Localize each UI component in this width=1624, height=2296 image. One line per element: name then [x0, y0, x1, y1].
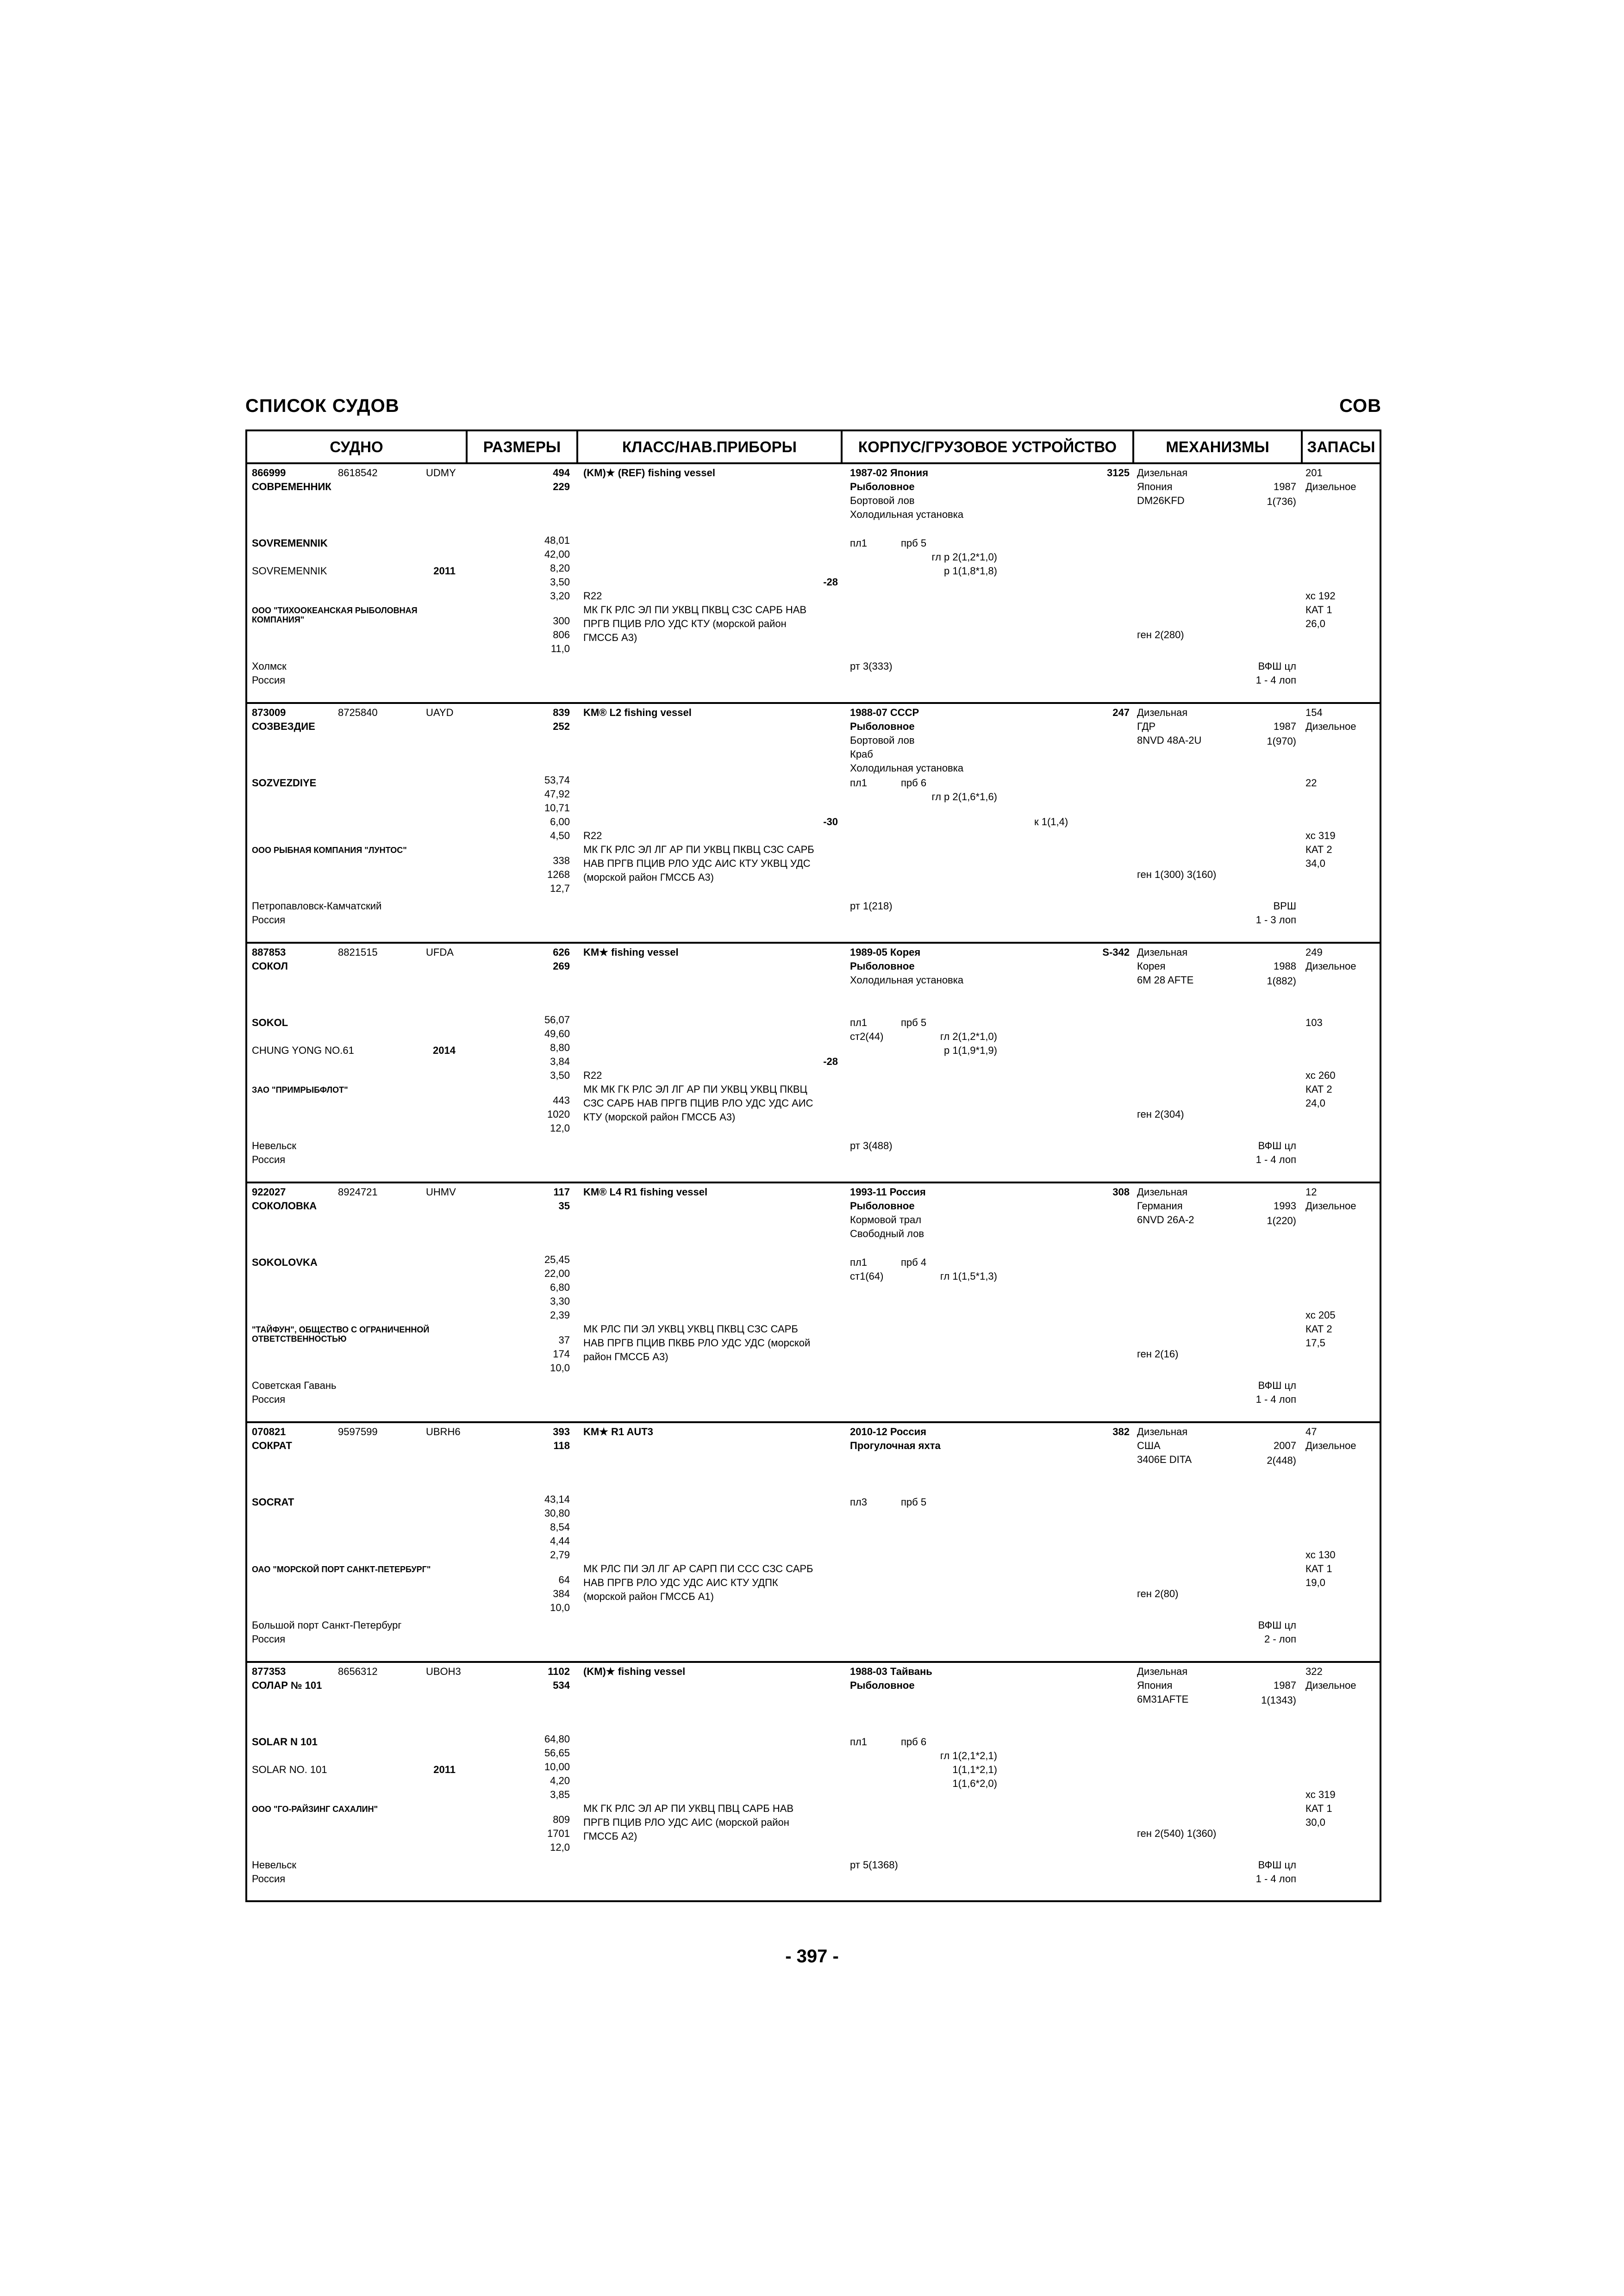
capacity-value: 809 — [553, 1814, 570, 1825]
engine-line: Япония — [1137, 1680, 1173, 1691]
generator-spec: ген 1(300) 3(160) — [1137, 869, 1217, 880]
hatch-spec: прб 5 — [901, 1017, 927, 1028]
engine-power: 1(882) — [1267, 975, 1296, 987]
stock-fuel-type: Дизельное — [1305, 960, 1356, 972]
nav-equipment-line: R22 — [583, 830, 602, 841]
nav-equipment-line: КТУ (морской район ГМССБ А3) — [583, 1111, 736, 1123]
propeller-blades: 1 - 4 лоп — [1255, 674, 1296, 686]
refrigeration-spec: рт 3(488) — [850, 1140, 893, 1151]
engine-year: 1993 — [1274, 1200, 1296, 1212]
engine-line: Германия — [1137, 1200, 1183, 1212]
stock-line: хс 319 — [1305, 830, 1336, 841]
propeller-blades: 2 - лоп — [1264, 1633, 1296, 1645]
capacity-value: 64 — [558, 1574, 570, 1586]
engine-power: 2(448) — [1267, 1455, 1296, 1466]
yard-number: 308 — [1112, 1186, 1130, 1198]
former-name: SOVREMENNIK — [252, 565, 327, 577]
capacity-value: 12,0 — [550, 1122, 570, 1134]
dimension-value: 42,00 — [544, 548, 570, 560]
hatch-dimensions: 1(1,6*2,0) — [952, 1778, 997, 1789]
hatch-dimensions: 1(1,1*2,1) — [952, 1764, 997, 1775]
build-date-place: 2010-12 Россия — [850, 1426, 926, 1437]
hatch-spec: прб 6 — [901, 1736, 927, 1748]
capacity-value: 806 — [553, 629, 570, 641]
stock-line: 30,0 — [1305, 1817, 1325, 1828]
hull-type-line: Краб — [850, 748, 873, 760]
engine-line: 6M 28 AFTE — [1137, 974, 1194, 986]
engine-line: ГДР — [1137, 721, 1156, 732]
call-sign: UFDA — [426, 946, 454, 958]
ship-name-latin: SOVREMENNIK — [252, 537, 328, 549]
hull-type-line: Холодильная установка — [850, 509, 964, 520]
nav-equipment-line: R22 — [583, 1070, 602, 1081]
generator-spec: ген 2(16) — [1137, 1348, 1179, 1360]
dimension-value: 22,00 — [544, 1268, 570, 1279]
yard-number: 3125 — [1107, 467, 1130, 479]
class-notation: KM® L4 R1 fishing vessel — [583, 1186, 708, 1198]
hatch-dimensions: гл 1(2,1*2,1) — [940, 1750, 997, 1761]
stock-line: КАТ 2 — [1305, 844, 1332, 855]
owner: "ТАЙФУН", ОБЩЕСТВО С ОГРАНИЧЕННОЙ ОТВЕТСТВЕННОСТЬЮ — [252, 1325, 430, 1344]
nav-equipment-line: МК ГК РЛС ЭЛ АР ПИ УКВЦ ПВЦ САРБ НАВ — [583, 1803, 794, 1814]
ship-name: СОЛАР № 101 — [252, 1680, 322, 1691]
imo-number: 8725840 — [338, 707, 378, 718]
engine-year: 1988 — [1274, 960, 1296, 972]
dimension-value: 64,80 — [544, 1733, 570, 1745]
class-notation: KM★ fishing vessel — [583, 946, 679, 958]
capacity-value: 1268 — [547, 869, 570, 880]
nav-equipment-line: МК МК ГК РЛС ЭЛ ЛГ АР ПИ УКВЦ УКВЦ ПКВЦ — [583, 1083, 807, 1095]
gross-tonnage: 626 — [553, 946, 570, 958]
ship-name-latin: SOKOL — [252, 1017, 288, 1028]
stock-fuel-type: Дизельное — [1305, 1680, 1356, 1691]
call-sign: UDMY — [426, 467, 456, 479]
engine-year: 1987 — [1274, 721, 1296, 732]
stock-line: 17,5 — [1305, 1337, 1325, 1349]
dimension-value: 49,60 — [544, 1028, 570, 1039]
hatch-spec: прб 5 — [901, 1496, 927, 1508]
stock-line: хс 260 — [1305, 1070, 1336, 1081]
propeller-blades: 1 - 4 лоп — [1255, 1154, 1296, 1165]
hull-type-line: Бортовой лов — [850, 495, 915, 506]
capacity-value: 10,0 — [550, 1602, 570, 1613]
registry-number: 873009 — [252, 707, 286, 718]
stock-fuel-type: Дизельное — [1305, 481, 1356, 492]
stock-fuel-amount: 249 — [1305, 946, 1323, 958]
capacity-value: 384 — [553, 1588, 570, 1599]
nav-equipment-line: ПРГВ ПЦИВ РЛО УДС КТУ (морской район — [583, 618, 787, 629]
capacity-value: 1701 — [547, 1828, 570, 1839]
port-of-registry: Большой порт Санкт-Петербург — [252, 1619, 402, 1631]
engine-line: Дизельная — [1137, 1426, 1188, 1437]
stock-fuel-type: Дизельное — [1305, 1200, 1356, 1212]
dimension-value: 8,20 — [550, 562, 570, 574]
stock-line: КАТ 1 — [1305, 1803, 1332, 1814]
nav-equipment-line: МК ГК РЛС ЭЛ ЛГ АР ПИ УКВЦ ПКВЦ СЗС САРБ — [583, 844, 814, 855]
gross-tonnage: 1102 — [548, 1666, 570, 1677]
page-number: - 397 - — [785, 1946, 839, 1966]
stock-line: КАТ 2 — [1305, 1323, 1332, 1335]
flag-country: Россия — [252, 1394, 286, 1405]
class-notation: (KM)★ (REF) fishing vessel — [583, 467, 715, 479]
engine-line: 6NVD 26A-2 — [1137, 1214, 1194, 1226]
yard-number: S-342 — [1102, 946, 1130, 958]
capacity-value: 11,0 — [550, 643, 570, 654]
engine-line: Дизельная — [1137, 1186, 1188, 1198]
dimension-value: 48,01 — [544, 535, 570, 546]
stock-line: 19,0 — [1305, 1577, 1325, 1588]
engine-power: 1(220) — [1267, 1215, 1296, 1226]
ship-name: СОКОЛОВКА — [252, 1200, 317, 1212]
net-tonnage: 118 — [553, 1440, 570, 1451]
hull-type-line: Рыболовное — [850, 960, 915, 972]
stock-line: хс 319 — [1305, 1789, 1336, 1800]
stock-line: 26,0 — [1305, 618, 1325, 629]
engine-line: Япония — [1137, 481, 1173, 492]
ship-name-latin: SOKOLOVKA — [252, 1257, 318, 1268]
stock-value: 22 — [1305, 777, 1317, 789]
former-name-year: 2014 — [433, 1045, 456, 1056]
dimension-value: 8,54 — [550, 1521, 570, 1533]
net-tonnage: 35 — [558, 1200, 570, 1212]
hold-extra: ст1(64) — [850, 1270, 884, 1282]
call-sign: UAYD — [426, 707, 454, 718]
column-header-class: КЛАСС/НАВ.ПРИБОРЫ — [622, 438, 797, 455]
engine-line: 8NVD 48A-2U — [1137, 734, 1202, 746]
hull-type-line: Холодильная установка — [850, 974, 964, 986]
nav-equipment-line: НАВ ПРГВ ПЦИВ ПКВБ РЛО УДС УДС (морской — [583, 1337, 811, 1349]
imo-number: 8821515 — [338, 946, 378, 958]
ship-record — [247, 1423, 1380, 1663]
capacity-value: 300 — [553, 615, 570, 627]
column-header-stocks: ЗАПАСЫ — [1307, 438, 1375, 455]
ship-name: СОКРАТ — [252, 1440, 292, 1451]
registry-number: 877353 — [252, 1666, 286, 1677]
port-of-registry: Невельск — [252, 1140, 296, 1151]
ship-record — [247, 1183, 1380, 1423]
stock-fuel-type: Дизельное — [1305, 1440, 1356, 1451]
hatch-dimensions: р 1(1,9*1,9) — [944, 1045, 997, 1056]
ship-name: СОВРЕМЕННИК — [252, 481, 331, 492]
hull-type-line: Рыболовное — [850, 481, 915, 492]
flag-country: Россия — [252, 1633, 286, 1645]
net-tonnage: 252 — [553, 721, 570, 732]
ship-name-latin: SOZVEZDIYE — [252, 777, 317, 789]
nav-equipment-line: МК РЛС ПИ ЭЛ УКВЦ УКВЦ ПКВЦ СЗС САРБ — [583, 1323, 798, 1335]
propeller-type: ВФШ цл — [1258, 660, 1296, 672]
nav-equipment-line: (морской район ГМССБ А3) — [583, 871, 714, 883]
capacity-value: 1020 — [547, 1108, 570, 1120]
hatch-spec: прб 6 — [901, 777, 927, 789]
capacity-value: 12,0 — [550, 1842, 570, 1853]
nav-equipment-line: МК ГК РЛС ЭЛ ПИ УКВЦ ПКВЦ СЗС САРБ НАВ — [583, 604, 807, 616]
hull-type-line: Рыболовное — [850, 721, 915, 732]
engine-line: Дизельная — [1137, 946, 1188, 958]
former-name-year: 2011 — [433, 1764, 456, 1775]
capacity-value: 12,7 — [550, 883, 570, 894]
hull-type-line: Кормовой трал — [850, 1214, 922, 1226]
build-date-place: 1989-05 Корея — [850, 946, 921, 958]
ship-name-latin: SOCRAT — [252, 1496, 294, 1508]
stock-line: 24,0 — [1305, 1097, 1325, 1109]
engine-line: Дизельная — [1137, 1666, 1188, 1677]
capacity-value: 443 — [553, 1095, 570, 1106]
ship-record — [247, 704, 1380, 944]
call-sign: UBRH6 — [426, 1426, 461, 1437]
hull-type-line: Рыболовное — [850, 1680, 915, 1691]
nav-equipment-line: СЗС САРБ НАВ ПРГВ ПЦИВ РЛО УДС УДС АИС — [583, 1097, 813, 1109]
propeller-blades: 1 - 3 лоп — [1255, 914, 1296, 926]
dimension-value: 8,80 — [550, 1042, 570, 1053]
port-of-registry: Советская Гавань — [252, 1380, 337, 1391]
propeller-type: ВФШ цл — [1258, 1619, 1296, 1631]
class-notation: KM® L2 fishing vessel — [583, 707, 692, 718]
stock-fuel-amount: 47 — [1305, 1426, 1317, 1437]
former-name: SOLAR NO. 101 — [252, 1764, 327, 1775]
hatch-spec: прб 5 — [901, 537, 927, 549]
engine-power: 1(736) — [1267, 496, 1296, 507]
generator-spec: ген 2(280) — [1137, 629, 1184, 641]
dimension-value: 10,71 — [544, 802, 570, 814]
owner: ОАО "МОРСКОЙ ПОРТ САНКТ-ПЕТЕРБУРГ" — [252, 1565, 431, 1574]
capacity-value: 174 — [553, 1348, 570, 1360]
propeller-blades: 1 - 4 лоп — [1255, 1394, 1296, 1405]
section-code: СОВ — [1339, 396, 1381, 416]
build-date-place: 1988-03 Тайвань — [850, 1666, 932, 1677]
flag-country: Россия — [252, 914, 286, 926]
dimension-value: 4,20 — [550, 1775, 570, 1786]
nav-equipment-line: НАВ ПРГВ ПЦИВ РЛО УДС АИС КТУ УКВЦ УДС — [583, 858, 811, 869]
dimension-value: 4,50 — [550, 830, 570, 841]
dimension-value: 4,44 — [550, 1535, 570, 1547]
imo-number: 9597599 — [338, 1426, 378, 1437]
engine-line: Дизельная — [1137, 467, 1188, 479]
hold-spec: пл1 — [850, 1257, 867, 1268]
flag-country: Россия — [252, 1873, 286, 1885]
dimension-value: 30,80 — [544, 1507, 570, 1519]
hold-spec: пл1 — [850, 537, 867, 549]
nav-equipment-line: ГМССБ А2) — [583, 1830, 637, 1842]
dimension-value: 56,07 — [544, 1014, 570, 1026]
hold-spec: пл1 — [850, 777, 867, 789]
propeller-type: ВФШ цл — [1258, 1140, 1296, 1151]
port-of-registry: Петропавловск-Камчатский — [252, 900, 382, 912]
ship-record — [247, 944, 1380, 1183]
nav-equipment-line: (морской район ГМССБ А1) — [583, 1591, 714, 1602]
engine-year: 2007 — [1274, 1440, 1296, 1451]
registry-number: 922027 — [252, 1186, 286, 1198]
imo-number: 8618542 — [338, 467, 378, 479]
hold-spec: пл1 — [850, 1017, 867, 1028]
hatch-dimensions: гл 1(1,5*1,3) — [940, 1270, 997, 1282]
dimension-value: 43,14 — [544, 1493, 570, 1505]
generator-spec: ген 2(540) 1(360) — [1137, 1828, 1217, 1839]
dimension-value: 10,00 — [544, 1761, 570, 1773]
engine-line: США — [1137, 1440, 1161, 1451]
hull-type-line: Рыболовное — [850, 1200, 915, 1212]
hatch-spec: прб 4 — [901, 1257, 927, 1268]
former-name-year: 2011 — [433, 565, 456, 577]
dimension-value: 53,74 — [544, 774, 570, 786]
nav-equipment-line: район ГМССБ А3) — [583, 1351, 668, 1363]
build-date-place: 1987-02 Япония — [850, 467, 929, 479]
hatch-dimensions: р 1(1,8*1,8) — [944, 565, 997, 577]
nav-equipment-line: ГМССБ А3) — [583, 632, 637, 643]
stock-value: 103 — [1305, 1017, 1323, 1028]
dimension-value: 47,92 — [544, 788, 570, 800]
former-name: CHUNG YONG NO.61 — [252, 1045, 354, 1056]
dimension-value: 3,84 — [550, 1056, 570, 1067]
propeller-blades: 1 - 4 лоп — [1255, 1873, 1296, 1885]
dimension-value: 3,85 — [550, 1789, 570, 1800]
dimension-value: 3,50 — [550, 1070, 570, 1081]
ice-temperature: -28 — [823, 1056, 838, 1067]
class-notation: (KM)★ fishing vessel — [583, 1666, 686, 1677]
port-of-registry: Невельск — [252, 1859, 296, 1871]
dimension-value: 25,45 — [544, 1254, 570, 1265]
nav-equipment-line: R22 — [583, 590, 602, 602]
column-header-vessel: СУДНО — [330, 438, 383, 455]
yard-number: 247 — [1112, 707, 1130, 718]
engine-line: 3406E DITA — [1137, 1454, 1192, 1465]
net-tonnage: 229 — [553, 481, 570, 492]
hold-extra: ст2(44) — [850, 1031, 884, 1042]
registry-number: 070821 — [252, 1426, 286, 1437]
refrigeration-spec: рт 5(1368) — [850, 1859, 898, 1871]
propeller-type: ВФШ цл — [1258, 1380, 1296, 1391]
registry-number: 866999 — [252, 467, 286, 479]
hold-spec: пл3 — [850, 1496, 867, 1508]
generator-spec: ген 2(80) — [1137, 1588, 1179, 1599]
ship-name-latin: SOLAR N 101 — [252, 1736, 318, 1748]
call-sign: UHMV — [426, 1186, 456, 1198]
capacity-value: 338 — [553, 855, 570, 866]
nav-equipment-line: ПРГВ ПЦИВ РЛО УДС АИС (морской район — [583, 1817, 789, 1828]
hull-type-line: Бортовой лов — [850, 734, 915, 746]
gross-tonnage: 494 — [553, 467, 570, 479]
ship-record — [247, 1663, 1380, 1903]
engine-power: 1(1343) — [1261, 1694, 1296, 1706]
crane-spec: к 1(1,4) — [1034, 816, 1068, 828]
stock-fuel-amount: 154 — [1305, 707, 1323, 718]
gross-tonnage: 839 — [553, 707, 570, 718]
column-header-dimensions: РАЗМЕРЫ — [483, 438, 561, 455]
hold-spec: пл1 — [850, 1736, 867, 1748]
nav-equipment-line: МК РЛС ПИ ЭЛ ЛГ АР САРП ПИ ССС СЗС САРБ — [583, 1563, 813, 1574]
hull-type-line: Прогулочная яхта — [850, 1440, 941, 1451]
build-date-place: 1988-07 СССР — [850, 707, 919, 718]
ice-temperature: -28 — [823, 576, 838, 588]
capacity-value: 10,0 — [550, 1362, 570, 1374]
stock-line: хс 192 — [1305, 590, 1336, 602]
net-tonnage: 534 — [553, 1680, 570, 1691]
owner: ООО РЫБНАЯ КОМПАНИЯ "ЛУНТОС" — [252, 846, 407, 855]
owner: ООО "ТИХООКЕАНСКАЯ РЫБОЛОВНАЯ КОМПАНИЯ" — [252, 606, 418, 624]
engine-year: 1987 — [1274, 1680, 1296, 1691]
stock-fuel-amount: 12 — [1305, 1186, 1317, 1198]
nav-equipment-line: НАВ ПРГВ РЛО УДС УДС АИС КТУ УДПК — [583, 1577, 778, 1588]
flag-country: Россия — [252, 674, 286, 686]
stock-line: 34,0 — [1305, 858, 1325, 869]
hatch-dimensions: гл р 2(1,2*1,0) — [931, 551, 997, 563]
dimension-value: 2,79 — [550, 1549, 570, 1561]
engine-line: DM26KFD — [1137, 495, 1185, 506]
hull-type-line: Свободный лов — [850, 1228, 924, 1239]
page-title: СПИСОК СУДОВ — [245, 396, 400, 416]
ship-register-table — [245, 429, 1381, 1902]
ship-name: СОКОЛ — [252, 960, 288, 972]
refrigeration-spec: рт 1(218) — [850, 900, 893, 912]
propeller-type: ВФШ цл — [1258, 1859, 1296, 1871]
build-date-place: 1993-11 Россия — [850, 1186, 926, 1198]
dimension-value: 3,20 — [550, 590, 570, 602]
capacity-value: 37 — [558, 1334, 570, 1346]
stock-fuel-amount: 201 — [1305, 467, 1323, 479]
ship-record — [247, 464, 1380, 704]
yard-number: 382 — [1112, 1426, 1130, 1437]
owner: ЗАО "ПРИМРЫБФЛОТ" — [252, 1085, 348, 1095]
hatch-dimensions: гл р 2(1,6*1,6) — [931, 791, 997, 803]
stock-fuel-amount: 322 — [1305, 1666, 1323, 1677]
engine-line: Корея — [1137, 960, 1166, 972]
stock-fuel-type: Дизельное — [1305, 721, 1356, 732]
ice-temperature: -30 — [823, 816, 838, 828]
hull-type-line: Холодильная установка — [850, 762, 964, 774]
stock-line: хс 130 — [1305, 1549, 1336, 1561]
gross-tonnage: 393 — [553, 1426, 570, 1437]
column-header-machinery: МЕХАНИЗМЫ — [1166, 438, 1269, 455]
dimension-value: 6,00 — [550, 816, 570, 828]
hatch-dimensions: гл 2(1,2*1,0) — [940, 1031, 997, 1042]
engine-line: Дизельная — [1137, 707, 1188, 718]
call-sign: UBOH3 — [426, 1666, 461, 1677]
propeller-type: ВРШ — [1273, 900, 1296, 912]
engine-power: 1(970) — [1267, 735, 1296, 747]
net-tonnage: 269 — [553, 960, 570, 972]
engine-line: 6M31AFTE — [1137, 1693, 1189, 1705]
refrigeration-spec: рт 3(333) — [850, 660, 893, 672]
column-header-hull: КОРПУС/ГРУЗОВОЕ УСТРОЙСТВО — [858, 438, 1117, 455]
dimension-value: 3,50 — [550, 576, 570, 588]
imo-number: 8656312 — [338, 1666, 378, 1677]
owner: ООО "ГО-РАЙЗИНГ САХАЛИН" — [252, 1804, 378, 1814]
dimension-value: 2,39 — [550, 1309, 570, 1321]
class-notation: KM★ R1 AUT3 — [583, 1426, 653, 1437]
gross-tonnage: 117 — [553, 1186, 570, 1198]
stock-line: хс 205 — [1305, 1309, 1336, 1321]
ship-name: СОЗВЕЗДИЕ — [252, 721, 315, 732]
stock-line: КАТ 1 — [1305, 604, 1332, 616]
dimension-value: 56,65 — [544, 1747, 570, 1759]
registry-number: 887853 — [252, 946, 286, 958]
dimension-value: 3,30 — [550, 1295, 570, 1307]
generator-spec: ген 2(304) — [1137, 1108, 1184, 1120]
flag-country: Россия — [252, 1154, 286, 1165]
imo-number: 8924721 — [338, 1186, 378, 1198]
port-of-registry: Холмск — [252, 660, 287, 672]
engine-year: 1987 — [1274, 481, 1296, 492]
dimension-value: 6,80 — [550, 1282, 570, 1293]
stock-line: КАТ 2 — [1305, 1083, 1332, 1095]
stock-line: КАТ 1 — [1305, 1563, 1332, 1574]
